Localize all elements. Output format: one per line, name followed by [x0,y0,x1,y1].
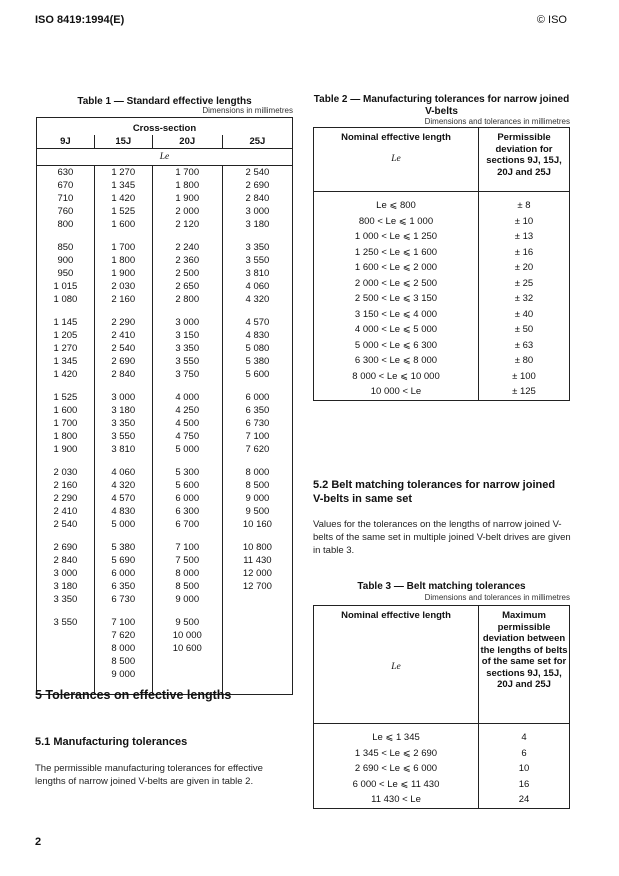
table-row [37,329,293,342]
table-cell: 2 120 [152,218,222,231]
table-row [37,554,293,567]
column-header-9J: 9J [60,136,71,147]
tolerance-value: ± 40 [479,307,570,323]
table-cell: 8 000 [152,567,222,580]
table-cell: 760 [57,206,74,217]
table-cell: 2 290 [53,493,78,504]
table-cell: 950 [57,268,74,279]
table-cell: 4 250 [152,404,222,417]
table-cell: 2 410 [53,506,78,517]
length-range: 2 500 < Le ⩽ 3 150 [354,293,438,304]
table-cell: 12 000 [222,567,292,580]
tolerance-value: ± 10 [479,214,570,230]
table-cell: 9 500 [222,505,292,518]
table-cell: 3 810 [94,443,152,456]
length-range: 3 150 < Le ⩽ 4 000 [354,308,438,320]
table-cell: 3 000 [152,316,222,329]
table1-units: Dimensions in millimetres [202,106,293,115]
length-range: 11 430 < Le [371,794,421,805]
table-row [37,342,293,355]
table2-caption: Table 2 — Manufacturing tolerances for narrow joined V-belts [313,94,570,117]
table-cell: 10 000 [152,629,222,642]
table-cell: 5 380 [222,355,292,368]
table-row [37,368,293,381]
table-row [37,567,293,580]
table-row [314,276,570,292]
table-row [314,260,570,276]
tolerance-value: ± 125 [479,384,570,400]
length-range: 1 250 < Le ⩽ 1 600 [354,246,438,258]
length-symbol: Le [391,661,401,672]
col-nominal-length [314,128,479,192]
table-cell: 6 000 [152,492,222,505]
table-cell: 2 500 [152,267,222,280]
tolerance-value: ± 25 [479,276,570,292]
table-cell: 3 810 [222,267,292,280]
table-cell: 2 290 [94,316,152,329]
table-row [314,291,570,307]
table-row [37,593,293,606]
column-header-25J: 25J [222,135,292,149]
section-5-2-text: Values for the tolerances on the lengths of narrow joined V-belts of the same set in multiple joined V-belt drives are given in table 3. [313,519,571,556]
table-row [37,642,293,655]
table-cell: 9 000 [152,593,222,606]
table-row [37,629,293,642]
table-cell: 850 [57,242,74,253]
table-cell: 7 100 [152,541,222,554]
table-cell: 1 900 [152,192,222,205]
table-cell: 10 160 [222,518,292,531]
table-row [37,254,293,267]
table-cell [37,668,95,681]
table-cell [222,616,292,629]
table-row [37,166,293,180]
table-cell: 7 620 [222,443,292,456]
table-row [37,580,293,593]
table-row [37,518,293,531]
table-row [37,417,293,430]
table-row [37,655,293,668]
table-cell: 1 420 [94,192,152,205]
length-range: 8 000 < Le ⩽ 10 000 [352,370,440,382]
tolerance-value: ± 16 [479,245,570,261]
table-cell: 5 300 [152,466,222,479]
tolerance-value: ± 80 [479,353,570,369]
table-cell: 3 000 [53,568,78,579]
length-range: 2 690 < Le ⩽ 6 000 [354,763,438,774]
table-cell: 8 500 [94,655,152,668]
table-cell: 7 100 [222,430,292,443]
column-header-20J: 20J [152,135,222,149]
page-number: 2 [35,836,42,848]
table-cell: 1 700 [94,241,152,254]
table-cell: 4 060 [222,280,292,293]
table2-manufacturing-tolerances [313,127,570,401]
length-range: 1 600 < Le ⩽ 2 000 [354,262,438,273]
length-range: 1 000 < Le ⩽ 1 250 [354,231,438,242]
table-cell [37,642,95,655]
table-row [314,777,570,793]
table-row [37,541,293,554]
table-cell: 4 570 [222,316,292,329]
table-cell: 2 840 [53,555,78,566]
table-row [314,338,570,354]
table-cell: 1 800 [152,179,222,192]
table-cell: 1 700 [53,418,78,429]
section-5-1-heading: 5.1 Manufacturing tolerances [35,736,188,748]
table-cell: 1 015 [53,281,78,292]
table-cell: 3 550 [222,254,292,267]
cross-section-header: Cross-section [132,123,197,134]
table-cell: 800 [57,219,74,230]
table-cell: 2 540 [222,166,292,180]
table-cell: 12 700 [222,580,292,593]
tolerance-value: ± 50 [479,322,570,338]
col-max-deviation: Maximum permissible deviation between the lengths of belts of the same set for sections 9J, 15J, 20J and 25J [479,606,570,724]
table-cell: 5 000 [152,443,222,456]
table-cell: 2 690 [53,542,78,553]
table-cell: 1 145 [53,317,78,328]
tolerance-value: ± 8 [479,192,570,214]
length-range: 10 000 < Le [370,386,422,397]
table-cell: 3 000 [94,391,152,404]
table-cell: 8 500 [152,580,222,593]
copyright-mark: © ISO [536,14,567,26]
col-nominal-length-label: Nominal effective length [341,132,451,143]
table-cell: 6 730 [222,417,292,430]
table3-belt-matching-tolerances [313,605,570,809]
table-cell: 5 380 [94,541,152,554]
table-cell: 900 [57,255,74,266]
table-cell: 3 350 [53,594,78,605]
table-row [37,492,293,505]
table-cell: 3 350 [94,417,152,430]
table-cell: 8 000 [222,466,292,479]
table-cell: 3 180 [53,581,78,592]
table-row [37,179,293,192]
table-cell: 2 410 [94,329,152,342]
table-cell: 2 840 [94,368,152,381]
table-row [37,616,293,629]
table-cell: 1 270 [94,166,152,180]
length-range: Le ⩽ 1 345 [372,732,420,743]
length-range: 6 000 < Le ⩽ 11 430 [352,778,440,790]
table-cell: 1 900 [94,267,152,280]
table-cell: 4 750 [152,430,222,443]
length-symbol: Le [391,153,401,164]
table-cell: 2 000 [152,205,222,218]
table-cell: 3 550 [152,355,222,368]
table-row [37,316,293,329]
table-cell: 1 080 [53,294,78,305]
table1-standard-lengths [36,117,293,695]
table-cell: 1 600 [94,218,152,231]
table-cell: 3 350 [222,241,292,254]
table-cell: 3 750 [152,368,222,381]
tolerance-value: ± 20 [479,260,570,276]
table-cell: 2 360 [152,254,222,267]
table-cell: 2 030 [94,280,152,293]
table-cell [222,593,292,606]
table-cell: 9 000 [94,668,152,681]
table-cell: 9 500 [152,616,222,629]
table-cell: 8 000 [94,642,152,655]
table-row [37,205,293,218]
table-cell: 4 320 [222,293,292,306]
table-cell: 11 430 [222,554,292,567]
table-cell: 2 840 [222,192,292,205]
length-range: 800 < Le ⩽ 1 000 [358,215,434,227]
length-range: 6 300 < Le ⩽ 8 000 [354,355,438,366]
table-cell: 5 600 [152,479,222,492]
table-row [314,746,570,762]
section-5-heading: 5 Tolerances on effective lengths [35,688,232,702]
section-5-1-text: The permissible manufacturing tolerances for effective lengths of narrow joined V-belts are given in table 2. [35,763,263,787]
length-symbol: Le [37,149,293,166]
table-cell: 7 100 [94,616,152,629]
table-row [314,792,570,808]
table-row [37,391,293,404]
length-range: 4 000 < Le ⩽ 5 000 [354,324,438,335]
table-cell: 6 350 [222,404,292,417]
table-cell: 5 000 [94,518,152,531]
table-cell: 1 600 [53,405,78,416]
table-cell: 7 500 [152,554,222,567]
length-range: Le ⩽ 800 [376,200,416,211]
table-cell: 710 [57,193,74,204]
table-row [314,229,570,245]
table-cell: 4 830 [222,329,292,342]
table-cell: 5 690 [94,554,152,567]
table-cell: 6 000 [94,567,152,580]
column-header-15J: 15J [94,135,152,149]
table-cell: 1 525 [94,205,152,218]
table-row [37,267,293,280]
table-row [37,479,293,492]
table-row [37,280,293,293]
table-cell: 1 345 [53,356,78,367]
table-cell: 4 060 [94,466,152,479]
tolerance-value: 16 [479,777,570,793]
table-row [37,466,293,479]
length-range: 5 000 < Le ⩽ 6 300 [354,339,438,351]
table-cell: 2 690 [94,355,152,368]
table-cell: 4 570 [94,492,152,505]
tolerance-value: 10 [479,761,570,777]
table-row [314,245,570,261]
table-cell: 2 030 [53,467,78,478]
table3-units: Dimensions and tolerances in millimetres [424,593,570,602]
table-row [314,353,570,369]
table-row [37,192,293,205]
table-cell: 3 150 [152,329,222,342]
table-row [314,761,570,777]
table-cell: 9 000 [222,492,292,505]
table-cell: 630 [57,167,74,178]
table-row [314,724,570,746]
table-row [37,218,293,231]
table-cell: 3 180 [222,218,292,231]
col-nominal-length-label: Nominal effective length [341,610,451,621]
table-cell: 2 160 [53,480,78,491]
table-cell: 2 650 [152,280,222,293]
tolerance-value: 4 [479,724,570,746]
col-permissible-deviation: Permissible deviation for sections 9J, 15J, 20J and 25J [479,128,570,192]
table-cell [222,655,292,668]
table-cell [37,629,95,642]
tolerance-value: ± 32 [479,291,570,307]
table-cell [222,642,292,655]
table-cell [152,668,222,681]
table-row [314,322,570,338]
tolerance-value: ± 63 [479,338,570,354]
table-row [314,214,570,230]
table-cell: 7 620 [94,629,152,642]
table-cell: 6 300 [152,505,222,518]
table-cell: 2 160 [94,293,152,306]
table-cell: 8 500 [222,479,292,492]
table-row [37,404,293,417]
table-cell: 670 [57,180,74,191]
tolerance-value: 24 [479,792,570,808]
table-row [37,505,293,518]
table-row [314,369,570,385]
table-cell: 1 420 [53,369,78,380]
table-cell: 10 800 [222,541,292,554]
tolerance-value: ± 13 [479,229,570,245]
table-cell: 4 000 [152,391,222,404]
table-cell: 4 500 [152,417,222,430]
table-cell: 1 800 [53,431,78,442]
table-cell: 1 345 [94,179,152,192]
length-range: 2 000 < Le ⩽ 2 500 [354,277,438,289]
table-cell: 2 240 [152,241,222,254]
table-cell: 1 800 [94,254,152,267]
table-cell: 1 270 [53,343,78,354]
table-row [37,355,293,368]
table-row [314,192,570,214]
table-cell: 2 690 [222,179,292,192]
table3-caption: Table 3 — Belt matching tolerances [357,581,526,592]
table-cell: 6 000 [222,391,292,404]
table-cell: 4 320 [94,479,152,492]
table-cell: 3 550 [94,430,152,443]
table-cell: 3 350 [152,342,222,355]
tolerance-value: ± 100 [479,369,570,385]
table-row [314,384,570,400]
standard-number: ISO 8419:1994(E) [35,14,125,26]
table-cell: 2 800 [152,293,222,306]
table2-units: Dimensions and tolerances in millimetres [424,117,570,126]
table-row [37,430,293,443]
table-row [37,443,293,456]
table-cell: 2 540 [53,519,78,530]
table-row [314,307,570,323]
tolerance-value: 6 [479,746,570,762]
table-cell: 6 350 [94,580,152,593]
table-cell: 5 600 [222,368,292,381]
table-cell: 6 700 [152,518,222,531]
table-row [37,668,293,681]
table-cell [222,668,292,681]
table-cell [37,655,95,668]
table-cell: 1 900 [53,444,78,455]
table-cell: 2 540 [94,342,152,355]
col-nominal-length [314,606,479,724]
table-cell [222,629,292,642]
length-range: 1 345 < Le ⩽ 2 690 [354,747,438,759]
table-cell: 6 730 [94,593,152,606]
table-cell: 1 525 [53,392,78,403]
table1-caption: Table 1 — Standard effective lengths [77,96,252,107]
section-5-2-heading: 5.2 Belt matching tolerances for narrow joined V-belts in same set [313,479,556,505]
table-cell: 5 080 [222,342,292,355]
table-cell: 10 600 [152,642,222,655]
table-cell [152,655,222,668]
table-cell: 3 180 [94,404,152,417]
table-row [37,293,293,306]
table-cell: 1 700 [152,166,222,180]
table-cell: 3 000 [222,205,292,218]
table-cell: 3 550 [53,617,78,628]
table-cell: 4 830 [94,505,152,518]
table-cell: 1 205 [53,330,78,341]
table-row [37,241,293,254]
